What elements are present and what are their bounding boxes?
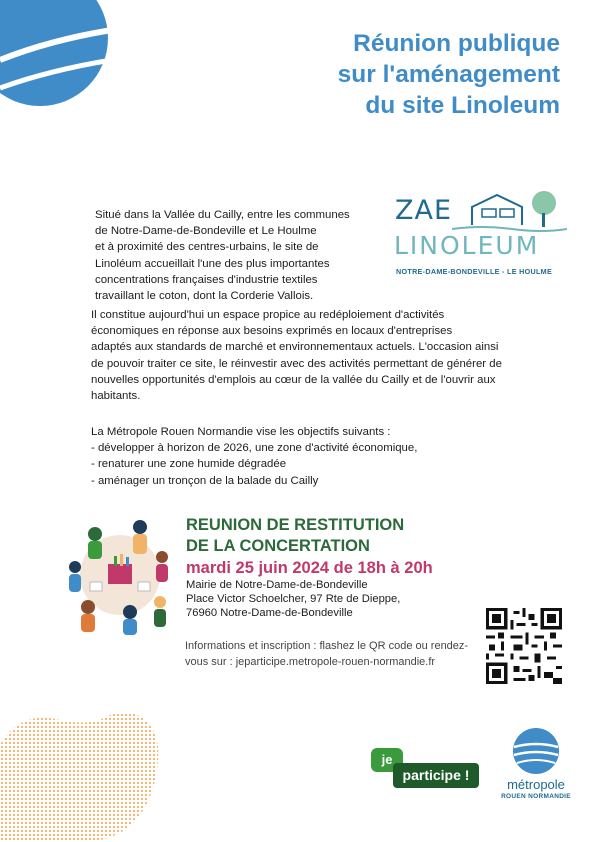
qr-code[interactable] <box>486 608 562 684</box>
address-line: Place Victor Schoelcher, 97 Rte de Dieppe, <box>186 593 401 606</box>
intro-paragraph-continued <box>91 307 571 404</box>
page-title <box>260 28 560 121</box>
text-line: nouvelles opportunités d'emplois au cœur de la vallée du Cailly et de l'ouvrir aux <box>91 373 496 386</box>
text-line: habitants. <box>91 390 141 403</box>
registration-info <box>185 638 468 670</box>
zae-tagline: NOTRE-DAME-BONDEVILLE - LE HOULME <box>396 267 553 276</box>
text-line: Il constitue aujourd'hui un espace propice au redéploiement d'activités <box>91 309 445 321</box>
building-icon <box>452 185 567 233</box>
metropole-globe-icon <box>512 727 560 775</box>
text-line: Linoléum accueillait l'une des plus importantes <box>95 257 330 270</box>
objectives-intro: La Métropole Rouen Normandie vise les objectifs suivants : <box>91 426 391 438</box>
objective-item: - renaturer une zone humide dégradée <box>91 458 287 471</box>
info-line[interactable]: vous sur : jeparticipe.metropole-rouen-normandie.fr <box>185 656 436 668</box>
text-line: économiques en réponse aux besoins exprimés en locaux d'entreprises <box>91 325 453 338</box>
objective-item: - développer à horizon de 2026, une zone d'activité économique, <box>91 442 418 455</box>
intro-paragraph <box>95 207 385 304</box>
text-line: Situé dans la Vallée du Cailly, entre les communes <box>95 209 350 221</box>
participe-badge: participe ! <box>393 763 479 788</box>
address-line: Mairie de Notre-Dame-de-Bondeville <box>186 579 368 591</box>
objectives-list <box>91 424 551 489</box>
metropole-subtitle: ROUEN NORMANDIE <box>501 793 571 800</box>
dotted-blob-graphic <box>0 705 160 842</box>
je-participe-logo <box>371 748 481 798</box>
text-line: adaptés aux standards de marché et environnementaux actuels. L'occasion ainsi <box>91 341 499 354</box>
text-line: de Notre-Dame-de-Bondeville et Le Houlme <box>95 225 317 238</box>
title-line: sur l'aménagement <box>337 61 560 88</box>
linoleum-word: LINOLEUM <box>394 231 540 260</box>
metropole-name: métropole <box>507 777 565 792</box>
zae-word: ZAE <box>395 195 453 226</box>
people-illustration <box>60 512 180 638</box>
text-line: et à proximité des centres-urbains, le site de <box>95 241 319 254</box>
meeting-date: mardi 25 juin 2024 de 18h à 20h <box>186 559 433 577</box>
meeting-title-line: REUNION DE RESTITUTION <box>186 516 405 534</box>
objective-item: - aménager un tronçon de la balade du Cailly <box>91 474 319 487</box>
title-line: Réunion publique <box>353 30 560 57</box>
address-line: 76960 Notre-Dame-de-Bondeville <box>186 607 353 620</box>
metropole-logo <box>497 727 575 817</box>
je-badge: je <box>371 748 403 772</box>
info-line: Informations et inscription : flashez le QR code ou rendez- <box>185 640 469 652</box>
text-line: de pouvoir traiter ce site, le réinvestir avec des activités permettant de générer de <box>91 357 502 370</box>
title-line: du site Linoleum <box>365 92 560 119</box>
meeting-address <box>186 578 400 621</box>
text-line: travaillant le coton, dont la Corderie Vallois. <box>95 290 314 303</box>
zae-linoleum-logo <box>392 185 567 277</box>
meeting-title-line: DE LA CONCERTATION <box>186 537 370 555</box>
text-line: concentrations françaises d'industrie textiles <box>95 273 318 286</box>
meeting-title <box>186 515 404 557</box>
corner-globe-graphic <box>0 0 110 125</box>
